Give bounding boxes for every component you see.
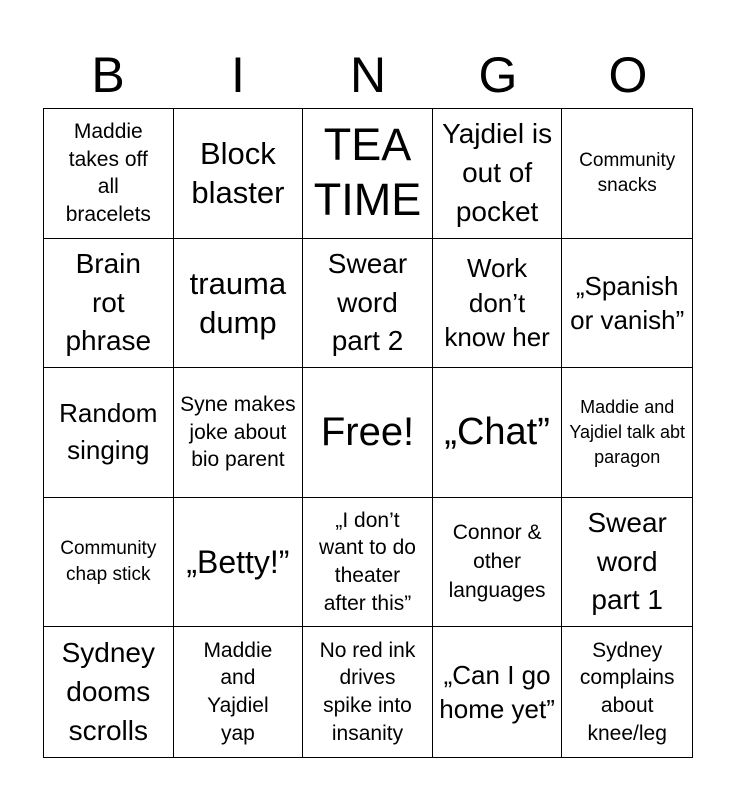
header-letter-i: I: [231, 47, 245, 103]
header-letter-g: G: [478, 47, 518, 103]
bingo-cell[interactable]: „I don’t want to do theater after this”: [303, 498, 433, 628]
bingo-cell[interactable]: Community snacks: [562, 109, 692, 239]
bingo-cell[interactable]: Yajdiel is out of pocket: [433, 109, 563, 239]
bingo-cell[interactable]: trauma dump: [174, 239, 304, 369]
header-letter-n: N: [349, 47, 387, 103]
bingo-cell[interactable]: Swear word part 2: [303, 239, 433, 369]
bingo-board: [43, 108, 693, 758]
bingo-cell[interactable]: Brain rot phrase: [44, 239, 174, 369]
bingo-cell[interactable]: Connor & other languages: [433, 498, 563, 628]
bingo-cell[interactable]: No red ink drives spike into insanity: [303, 627, 433, 757]
bingo-cell[interactable]: Maddie and Yajdiel talk abt paragon: [562, 368, 692, 498]
bingo-cell[interactable]: Maddie and Yajdiel yap: [174, 627, 304, 757]
header-letter-o: O: [608, 47, 648, 103]
bingo-cell[interactable]: Syne makes joke about bio parent: [174, 368, 304, 498]
bingo-cell[interactable]: Free!: [303, 368, 433, 498]
bingo-cell[interactable]: Work don’t know her: [433, 239, 563, 369]
bingo-cell[interactable]: Swear word part 1: [562, 498, 692, 628]
bingo-cell[interactable]: „Betty!”: [174, 498, 304, 628]
bingo-cell[interactable]: „Can I go home yet”: [433, 627, 563, 757]
bingo-header: [43, 42, 693, 108]
bingo-cell[interactable]: Maddie takes off all bracelets: [44, 109, 174, 239]
header-letter-b: B: [91, 47, 125, 103]
bingo-cell[interactable]: TEA TIME: [303, 109, 433, 239]
bingo-cell[interactable]: Sydney dooms scrolls: [44, 627, 174, 757]
bingo-cell[interactable]: „Chat”: [433, 368, 563, 498]
bingo-cell[interactable]: Random singing: [44, 368, 174, 498]
bingo-cell[interactable]: Block blaster: [174, 109, 304, 239]
bingo-cell[interactable]: Sydney complains about knee/leg: [579, 638, 675, 745]
bingo-cell[interactable]: „Spanish or vanish”: [562, 239, 692, 369]
bingo-cell[interactable]: Community chap stick: [44, 498, 174, 628]
